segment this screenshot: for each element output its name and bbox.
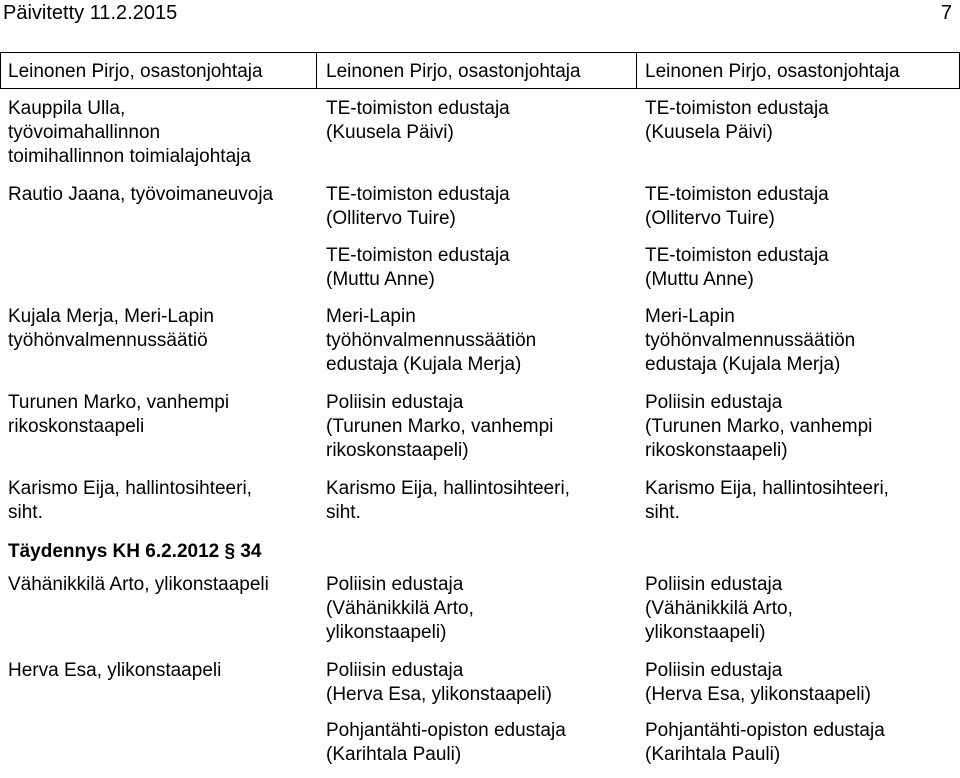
table-cell: Poliisin edustaja (Vähänikkilä Arto, ylikonstaapeli) — [326, 574, 474, 643]
section-number: 34 — [240, 541, 262, 562]
table-cell: Pohjantähti-opiston edustaja (Karihtala Pauli) — [326, 720, 566, 765]
table-cell: Kujala Merja, Meri-Lapin työhönvalmennussäätiö — [8, 306, 214, 351]
table-rule — [316, 52, 317, 88]
table-rule — [636, 52, 637, 88]
table-rule — [0, 52, 960, 53]
table-cell: Pohjantähti-opiston edustaja (Karihtala Pauli) — [645, 720, 885, 765]
members-table — [0, 52, 960, 778]
table-cell: Meri-Lapin työhönvalmennussäätiön edustaja (Kujala Merja) — [645, 306, 856, 375]
column-header: Leinonen Pirjo, osastonjohtaja — [326, 61, 581, 82]
table-cell: Karismo Eija, hallintosihteeri, siht. — [645, 478, 889, 523]
table-cell: Karismo Eija, hallintosihteeri, siht. — [8, 478, 252, 523]
table-cell: TE-toimiston edustaja (Ollitervo Tuire) — [645, 184, 829, 229]
table-cell: TE-toimiston edustaja (Kuusela Päivi) — [326, 98, 510, 143]
table-cell: Poliisin edustaja (Vähänikkilä Arto, ylikonstaapeli) — [645, 574, 793, 643]
table-cell: Vähänikkilä Arto, ylikonstaapeli — [8, 574, 269, 595]
table-rule — [0, 88, 960, 89]
table-cell: Herva Esa, ylikonstaapeli — [8, 660, 222, 681]
table-cell: Poliisin edustaja (Turunen Marko, vanhempi rikoskonstaapeli) — [326, 392, 554, 461]
table-rule — [0, 52, 1, 88]
table-cell: Poliisin edustaja (Herva Esa, ylikonstaapeli) — [645, 660, 871, 705]
section-heading — [8, 541, 262, 563]
page-header — [3, 2, 952, 28]
table-cell: TE-toimiston edustaja (Muttu Anne) — [326, 245, 510, 290]
table-cell: Poliisin edustaja (Turunen Marko, vanhempi rikoskonstaapeli) — [645, 392, 873, 461]
table-cell: TE-toimiston edustaja (Ollitervo Tuire) — [326, 184, 510, 229]
table-cell: Kauppila Ulla, työvoimahallinnon toimihallinnon toimialajohtaja — [8, 98, 251, 167]
column-header: Leinonen Pirjo, osastonjohtaja — [8, 61, 263, 82]
page-number: 7 — [940, 2, 952, 24]
table-cell: Poliisin edustaja (Herva Esa, ylikonstaapeli) — [326, 660, 552, 705]
table-cell: Karismo Eija, hallintosihteeri, siht. — [326, 478, 570, 523]
table-cell: Rautio Jaana, työvoimaneuvoja — [8, 184, 274, 205]
section-label: Täydennys KH 6.2.2012 — [8, 541, 220, 562]
table-cell: TE-toimiston edustaja (Kuusela Päivi) — [645, 98, 829, 143]
table-cell: Meri-Lapin työhönvalmennussäätiön edustaja (Kujala Merja) — [326, 306, 537, 375]
table-cell: Turunen Marko, vanhempi rikoskonstaapeli — [8, 392, 230, 437]
section-symbol: § — [224, 541, 236, 562]
updated-date: Päivitetty 11.2.2015 — [3, 2, 178, 24]
column-header: Leinonen Pirjo, osastonjohtaja — [645, 61, 900, 82]
table-cell: TE-toimiston edustaja (Muttu Anne) — [645, 245, 829, 290]
